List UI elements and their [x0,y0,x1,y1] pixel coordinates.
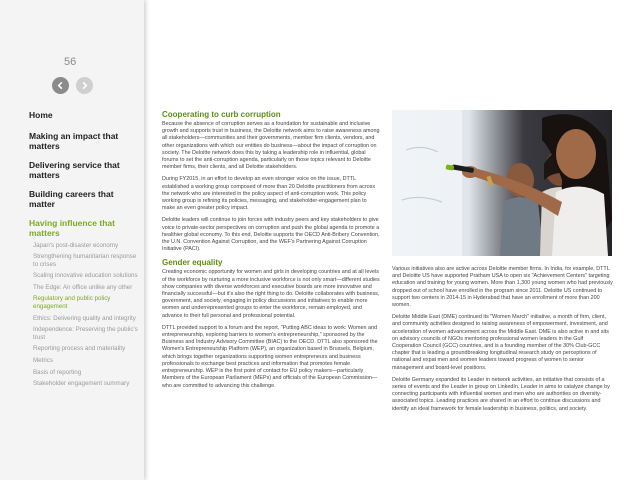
subitem-metrics[interactable]: Metrics [33,357,53,365]
subitem-stakeholder-engagement[interactable]: Stakeholder engagement summary [33,380,130,388]
paragraph: Because the absence of corruption serves as a foundation for sustainable and inclusive growth and supports trust in business, the Deloitte network aims to raise awareness among all stakeholders—communities and their governments, member firm clients, vendors, and other organizations with which our entities do business—about the impact of corruption on society. The Deloitte network does this by taking a leadership role in influential, global forums to set the anti-corruption agenda, particularly on those topics relevant to Deloitte member firms, their clients, and all Deloitte stakeholders. [162,121,380,171]
chevron-right-icon [80,81,89,90]
paragraph: Deloitte leaders will continue to join forces with industry peers and key stakeholders to give voice to private-sector perspectives on corruption and push the global agenda to promote a healthier global economy. To this end, Deloitte supports the OECD Anti-Bribery Convention, the U.N. Convention Against Corruption, and the WEF's Partnering Against Corruption Initiative (PACI). [162,217,380,253]
paragraph: Deloitte Middle East (DME) continued its "Women March" initiative, a month of firm, client, and community activities designed to raising awareness of empowerment, investment, and acceleration of women advancement across the Middle East. DME is also active in and sits on advisory councils of NGOs mentoring professional women leaders in the Gulf Cooperation Council (GCC) countries, and is a founding member of the 30% Club-GCC chapter that is leading a groundbreaking longitudinal research study on perceptions of national and expat men and women leaders toward progress of women to senior management and board-level positions. [392,314,609,371]
sidebar-item-delivering-service[interactable]: Delivering service that matters [29,159,120,180]
previous-page-button[interactable] [52,77,69,94]
sidebar-item-home[interactable]: Home [29,110,53,120]
subitem-humanitarian[interactable]: Strengthening humanitarian response to crises [33,253,137,268]
subitem-reporting-process[interactable]: Reporting process and materiality [33,345,126,353]
subitem-ethics[interactable]: Ethics: Delivering quality and integrity [33,314,136,322]
page-number: 56 [64,56,77,68]
subitem-independence[interactable]: Independence: Preserving the public's trust [33,326,138,341]
paragraph: DTTL provided support to a forum and the report, "Putting ABC ideas to work: Women and entrepreneurship, exploring barriers to women's entrepreneurship," sponsored by the Business and Industry Advisory Committee (BIAC) to the OECD. DTTL also sponsored the Women's Entrepreneurship Platform (WEP), an organization based in Brussels, Belgium, which brings together organizations supporting women entrepreneurs and business professionals to exchange best practices and information that promotes female entrepreneurship. WEP is the first point of contact for EU policy makers—particularly Members of the European Parliament (MEPs) and officials of the European Commission—who are committed to advancing this challenge. [162,324,378,389]
paragraph: Deloitte Germany expanded its Leader in network activities, an initiative that consists of a series of events and the Leader in group on LinkedIn. Leader in aims to catalyze change by connecting participants with influential women and men who are authorities on diversity-associated topics. Leading practices are shared in an effort to continue discussions and identify an ideal framework for female leadership in business, politics, and society. [392,376,610,412]
paragraph: Various initiatives also are active across Deloitte member firms. In India, for example, DTTL and Deloitte US have supported Pratham USA to open six "Achievement Centers" targeting education and training for young women. More than 1,300 young women who had previously dropped out of school have enrolled in the program since 2011. Deloitte US continued to support two centers in 2014-15 in Hyderabad that have an enrollment of more than 200 women. [392,266,613,309]
women-whiteboard-photo [392,110,612,256]
paragraph: Creating economic opportunity for women and girls in developing countries and at all levels of the workforce by nurturing a more inclusive workforce is not only smart—different studies show companies with diverse workforces and executive boards are more innovative and financially successful—but it's also the right thing to do. Deloitte collaborates with business, government, and society, engaging in policy discussions and initiatives to enable more women and underrepresented groups to enter the workforce, remain employed, and advance to their full personal and professional potential. [162,269,380,319]
sidebar [0,0,144,480]
subitem-regulatory-policy[interactable]: Regulatory and public policy engagement [33,295,111,311]
sidebar-item-having-influence[interactable]: Having influence that matters [29,217,115,238]
section-heading-gender: Gender equality [162,258,223,268]
sidebar-item-building-careers[interactable]: Building careers that matter [29,188,114,209]
left-column [162,110,380,395]
paragraph: During FY2015, in an effort to develop an even stronger voice on the issue, DTTL established a working group composed of more than 20 Deloitte practitioners from across the network who are interested in the policy aspect of anti-corruption work. This policy working group is refining its policies, messaging, and stakeholder-engagement plan to make an even greater policy impact. [162,176,376,212]
next-page-button[interactable] [76,77,93,94]
subitem-japan[interactable]: Japan's post-disaster economy [33,241,119,249]
subitem-basis-of-reporting[interactable]: Basis of reporting [33,368,82,376]
subitem-education[interactable]: Scaling innovative education solutions [33,272,138,280]
section-heading-corruption: Cooperating to curb corruption [162,110,281,119]
chevron-left-icon [56,81,65,90]
subitem-the-edge[interactable]: The Edge: An office unlike any other [33,283,133,291]
sidebar-menu [29,110,141,392]
sidebar-item-making-an-impact[interactable]: Making an impact that matters [29,130,119,151]
right-column [392,266,614,418]
